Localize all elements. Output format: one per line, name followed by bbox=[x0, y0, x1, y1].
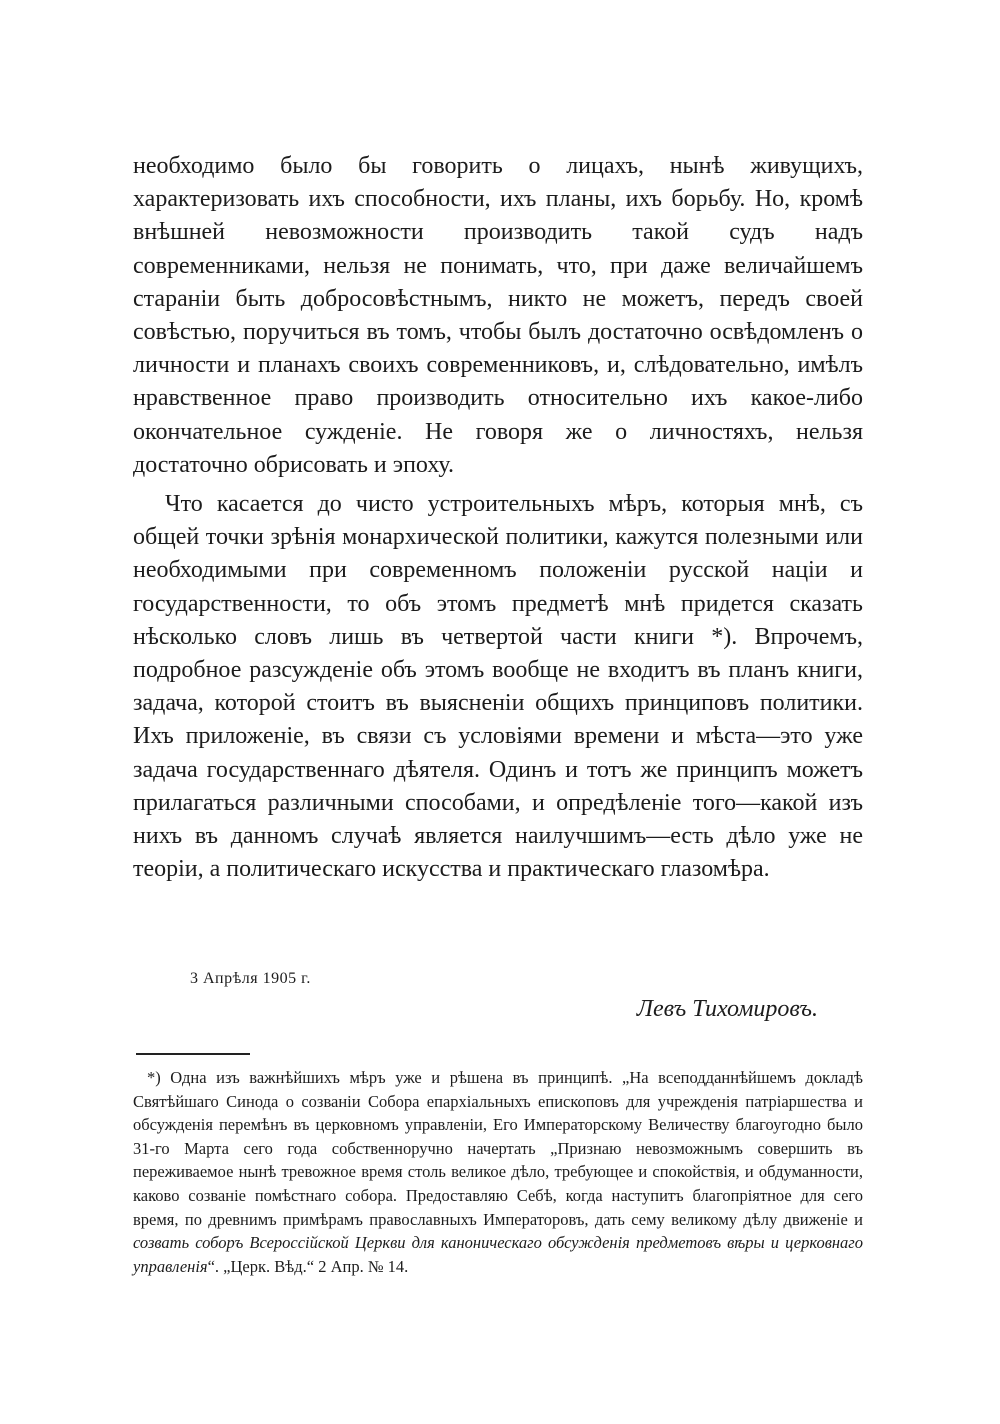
paragraph-measures: Что касается до чисто устроительныхъ мѣръ, которыя мнѣ, съ общей точки зрѣнія монархической политики, кажутся полезными или необходимыми при современномъ положеніи русской націи и государственности, то объ этомъ предметѣ мнѣ придется сказать нѣсколько словъ лишь въ четвертой части книги *). Впрочемъ, подробное разсужденіе объ этомъ вообще не входитъ въ планъ книги, задача, которой стоитъ въ выясненіи общихъ принциповъ политики. Ихъ приложеніе, въ связи съ условіями времени и мѣста—это уже задача государственнаго дѣятеля. Одинъ и тотъ же принципъ можетъ прилагаться различными способами, и опредѣленіе того—какой изъ нихъ въ данномъ случаѣ является наилучшимъ—есть дѣло уже не теоріи, а политическаго искусства и практическаго глазомѣра. bbox=[133, 491, 863, 883]
footnote-italic: созвать соборъ Всероссійской Церкви для каноническаго обсужденія предметовъ вѣры и церковнаго управленія bbox=[133, 1233, 863, 1276]
paragraph-continuation: необходимо было бы говорить о лицахъ, нынѣ живущихъ, характеризовать ихъ способности, ихъ планы, ихъ борьбу. Но, кромѣ внѣшней невозможности производить такой судъ надъ современниками, нельзя не понимать, что, при даже величайшемъ стараніи быть добросовѣстнымъ, никто не можетъ, передъ своей совѣстью, поручиться въ томъ, чтобы былъ достаточно освѣдомленъ о личности и планахъ своихъ современниковъ, и, слѣдовательно, имѣлъ нравственное право производить относительно ихъ какое-либо окончательное сужденіе. Не говоря же о личностяхъ, нельзя достаточно обрисовать и эпоху. bbox=[133, 153, 863, 478]
main-text bbox=[133, 150, 863, 886]
date-line: 3 Апрѣля 1905 г. bbox=[190, 970, 311, 987]
footnote-text bbox=[133, 1066, 863, 1278]
footnote-source: “. „Церк. Вѣд.“ 2 Апр. № 14. bbox=[207, 1256, 409, 1276]
footnote bbox=[133, 1066, 863, 1278]
footnote-divider bbox=[136, 1053, 250, 1055]
footnote-regular: *) Одна изъ важнѣйшихъ мѣръ уже и рѣшена въ принципѣ. „На всеподданнѣйшемъ докладѣ Святѣйшаго Синода о созваніи Собора епархіальныхъ епископовъ для учрежденія патріаршества и обсужденія перемѣнъ въ церковномъ управленіи, Его Императорскому Величеству благоугодно было 31-го Марта сего года собственноручно начертать „Признаю невозможнымъ совершить въ переживаемое нынѣ тревожное время столь великое дѣло, требующее и спокойствія, и обдуманности, каково созваніе помѣстнаго собора. Предоставляю Себѣ, когда наступитъ благопріятное для сего время, по древнимъ примѣрамъ православныхъ Императоровъ, дать сему великому дѣлу движеніе и bbox=[133, 1068, 863, 1229]
author-signature: Левъ Тихомировъ. bbox=[636, 996, 818, 1022]
